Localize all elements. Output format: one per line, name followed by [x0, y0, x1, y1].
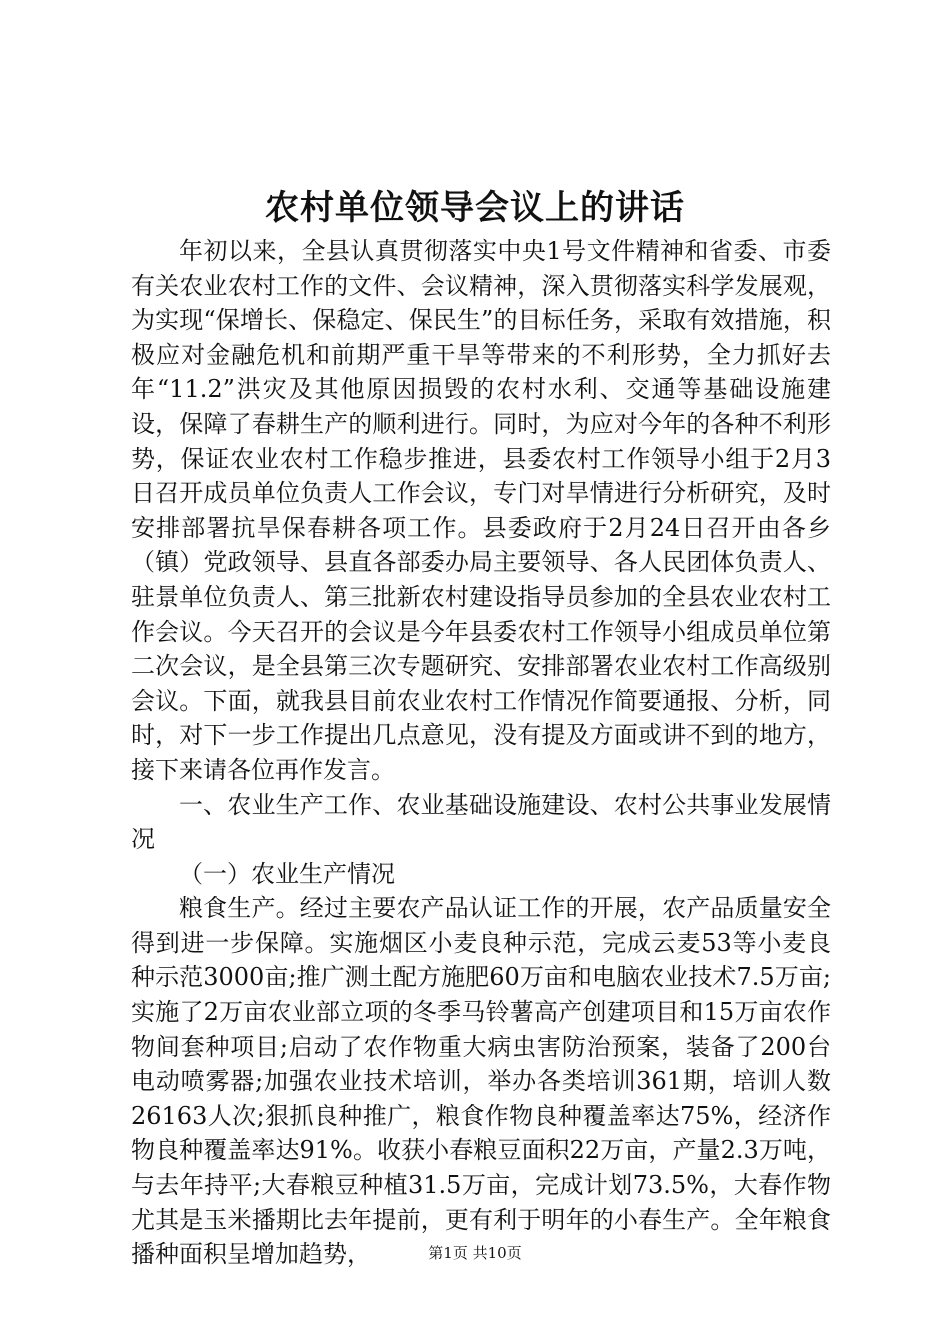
paragraph-intro: 年初以来，全县认真贯彻落实中央1号文件精神和省委、市委有关农业农村工作的文件、会议精神，深入贯彻落实科学发展观，为实现“保增长、保稳定、保民生”的目标任务，采取有效措施，积极应对金融危机和前期严重干旱等带来的不利形势，全力抓好去年“11.2”洪灾及其他原因损毁的农村水利、交通等基础设施建设，保障了春耕生产的顺利进行。同时，为应对今年的各种不利形势，保证农业农村工作稳步推进，县委农村工作领导小组于2月3日召开成员单位负责人工作会议，专门对旱情进行分析研究，及时安排部署抗旱保春耕各项工作。县委政府于2月24日召开由各乡（镇）党政领导、县直各部委办局主要领导、各人民团体负责人、驻景单位负责人、第三批新农村建设指导员参加的全县农业农村工作会议。今天召开的会议是今年县委农村工作领导小组成员单位第二次会议，是全县第三次专题研究、安排部署农业农村工作高级别会议。下面，就我县目前农业农村工作情况作简要通报、分析，同时，对下一步工作提出几点意见，没有提及方面或讲不到的地方，接下来请各位再作发言。	[131, 237, 831, 784]
subsection-heading-1: （一）农业生产情况	[179, 859, 395, 888]
section-heading-1: 一、农业生产工作、农业基础设施建设、农村公共事业发展情况	[131, 790, 831, 854]
document-title: 农村单位领导会议上的讲话	[265, 188, 685, 228]
page-footer: 第1页 共10页	[428, 1244, 522, 1262]
paragraph-grain-production: 粮食生产。经过主要农产品认证工作的开展，农产品质量安全得到进一步保障。实施烟区小麦良种示范，完成云麦53等小麦良种示范3000亩;推广测土配方施肥60万亩和电脑农业技术7.5万亩;实施了2万亩农业部立项的冬季马铃薯高产创建项目和15万亩农作物间套种项目;启动了农作物重大病虫害防治预案，装备了200台电动喷雾器;加强农业技术培训，举办各类培训361期，培训人数26163人次;狠抓良种推广，粮食作物良种覆盖率达75%，经济作物良种覆盖率达91%。收获小春粮豆面积22万亩，产量2.3万吨，与去年持平;大春粮豆种植31.5万亩，完成计划73.5%，大春作物尤其是玉米播期比去年提前，更有利于明年的小春生产。全年粮食播种面积呈增加趋势，	[131, 894, 831, 1269]
document-body	[131, 234, 831, 1272]
